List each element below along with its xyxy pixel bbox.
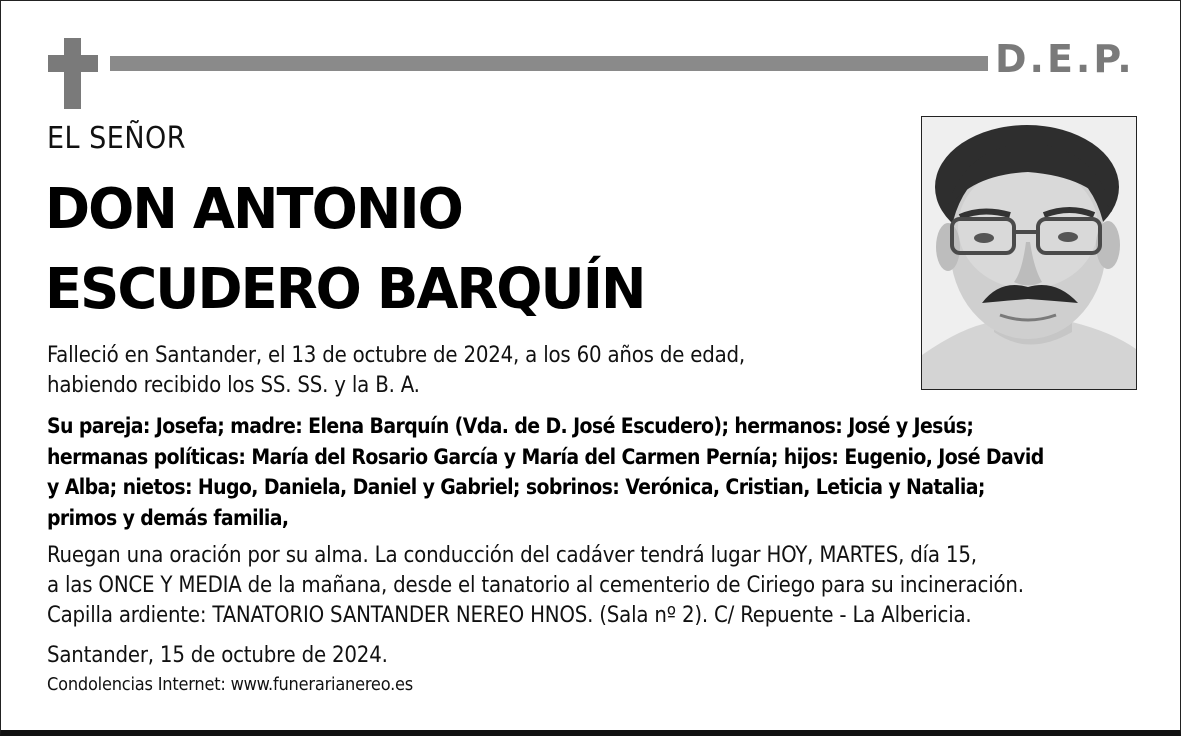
header-rule xyxy=(110,56,988,71)
condolences-link-text: Condolencias Internet: www.funerarianereo.es xyxy=(47,674,414,695)
family-line1: Su pareja: Josefa; madre: Elena Barquín (Vda. de D. José Escudero); hermanos: José y Jesús; xyxy=(47,414,974,438)
funeral-line3: Capilla ardiente: TANATORIO SANTANDER NEREO HNOS. (Sala nº 2). C/ Repuente - La Albericia. xyxy=(47,603,972,628)
cross-icon-bar xyxy=(48,55,98,72)
dep-label: D.E.P. xyxy=(995,37,1135,81)
death-notice xyxy=(47,341,745,401)
deceased-name-line2: ESCUDERO BARQUÍN xyxy=(45,257,645,322)
place-date: Santander, 15 de octubre de 2024. xyxy=(47,643,388,668)
death-notice-line2: habiendo recibido los SS. SS. y la B. A. xyxy=(47,373,420,398)
death-notice-line1: Falleció en Santander, el 13 de octubre de 2024, a los 60 años de edad, xyxy=(47,343,746,368)
family-line2: hermanas políticas: María del Rosario García y María del Carmen Pernía; hijos: Eugenio, José David xyxy=(47,444,1044,469)
family-line3: y Alba; nietos: Hugo, Daniela, Daniel y Gabriel; sobrinos: Verónica, Cristian, Leticia y Natalia; xyxy=(47,475,985,499)
funeral-line1: Ruegan una oración por su alma. La conducción del cadáver tendrá lugar HOY, MARTES, día 15, xyxy=(47,543,977,568)
funeral-line2: a las ONCE Y MEDIA de la mañana, desde el tanatorio al cementerio de Ciriego para su incineración. xyxy=(47,573,1024,598)
cross-icon xyxy=(64,38,81,109)
family-list xyxy=(47,411,1044,533)
funeral-details xyxy=(47,541,1024,631)
deceased-photo xyxy=(921,116,1137,390)
deceased-name xyxy=(45,170,645,330)
family-line4: primos y demás familia, xyxy=(47,505,289,530)
honorific: EL SEÑOR xyxy=(47,121,187,156)
deceased-name-line1: DON ANTONIO xyxy=(45,177,462,242)
